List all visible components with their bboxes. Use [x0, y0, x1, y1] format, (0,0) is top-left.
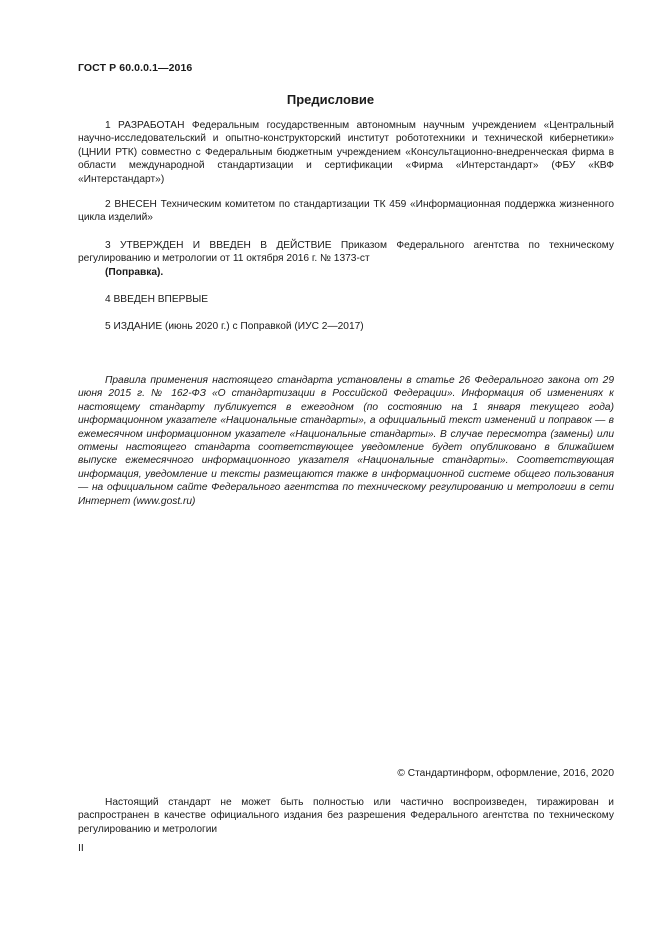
- foreword-item-3: [78, 239, 614, 279]
- page-number: II: [78, 842, 84, 854]
- foreword-item-3-amendment: (Поправка).: [105, 266, 164, 278]
- reproduction-notice-text: Настоящий стандарт не может быть полностью или частично воспроизведен, тиражирован и распространен в качестве официального издания без разрешения Федерального агентства по техническому регулированию и метрологии: [78, 797, 614, 835]
- rules-notice: [78, 374, 614, 508]
- foreword-item-3-text: 3 УТВЕРЖДЕН И ВВЕДЕН В ДЕЙСТВИЕ Приказом Федерального агентства по техническому регулированию и метрологии от 11 октября 2016 г. № 1373-ст: [78, 240, 614, 265]
- foreword-item-2-text: 2 ВНЕСЕН Техническим комитетом по стандартизации ТК 459 «Информационная поддержка жизненного цикла изделий»: [78, 199, 614, 224]
- foreword-item-2: [78, 198, 614, 225]
- page-title: Предисловие: [286, 92, 375, 107]
- foreword-item-1: [78, 119, 614, 186]
- copyright-notice: © Стандартинформ, оформление, 2016, 2020: [397, 768, 614, 779]
- foreword-item-4: [78, 293, 614, 306]
- foreword-item-5-text: 5 ИЗДАНИЕ (июнь 2020 г.) с Поправкой (ИУС 2—2017): [105, 321, 364, 332]
- foreword-item-1-text: 1 РАЗРАБОТАН Федеральным государственным автономным научным учреждением «Центральный научно-исследовательский и опытно-конструкторский институт робототехники и технической кибернетики» (ЦНИИ РТК) совместно с Федеральным бюджетным учреждением «Консультационно-внедренческая фирма в области международной стандартизации и сертификации «Фирма «Интерстандарт» (ФБУ «КВФ «Интерстандарт»): [78, 120, 614, 185]
- foreword-item-4-text: 4 ВВЕДЕН ВПЕРВЫЕ: [105, 294, 209, 305]
- standard-code-header: ГОСТ Р 60.0.0.1—2016: [78, 62, 193, 74]
- reproduction-notice: [78, 796, 614, 836]
- rules-notice-text: Правила применения настоящего стандарта установлены в статье 26 Федерального закона от 29 июня 2015 г. № 162-ФЗ «О стандартизации в Российской Федерации». Информация об изменениях к настоящему стандарту публикуется в ежегодном (по состоянию на 1 января текущего года) информационном указателе «Национальные стандарты», а официальный текст изменений и поправок — в ежемесячном информационном указателе «Национальные стандарты». В случае пересмотра (замены) или отмены настоящего стандарта соответствующее уведомление будет опубликовано в ближайшем выпуске ежемесячного информационного указателя «Национальные стандарты». Соответствующая информация, уведомление и тексты размещаются также в информационной системе общего пользования — на официальном сайте Федерального агентства по техническому регулированию и метрологии в сети Интернет (www.gost.ru): [78, 375, 614, 507]
- foreword-item-5: [78, 320, 614, 333]
